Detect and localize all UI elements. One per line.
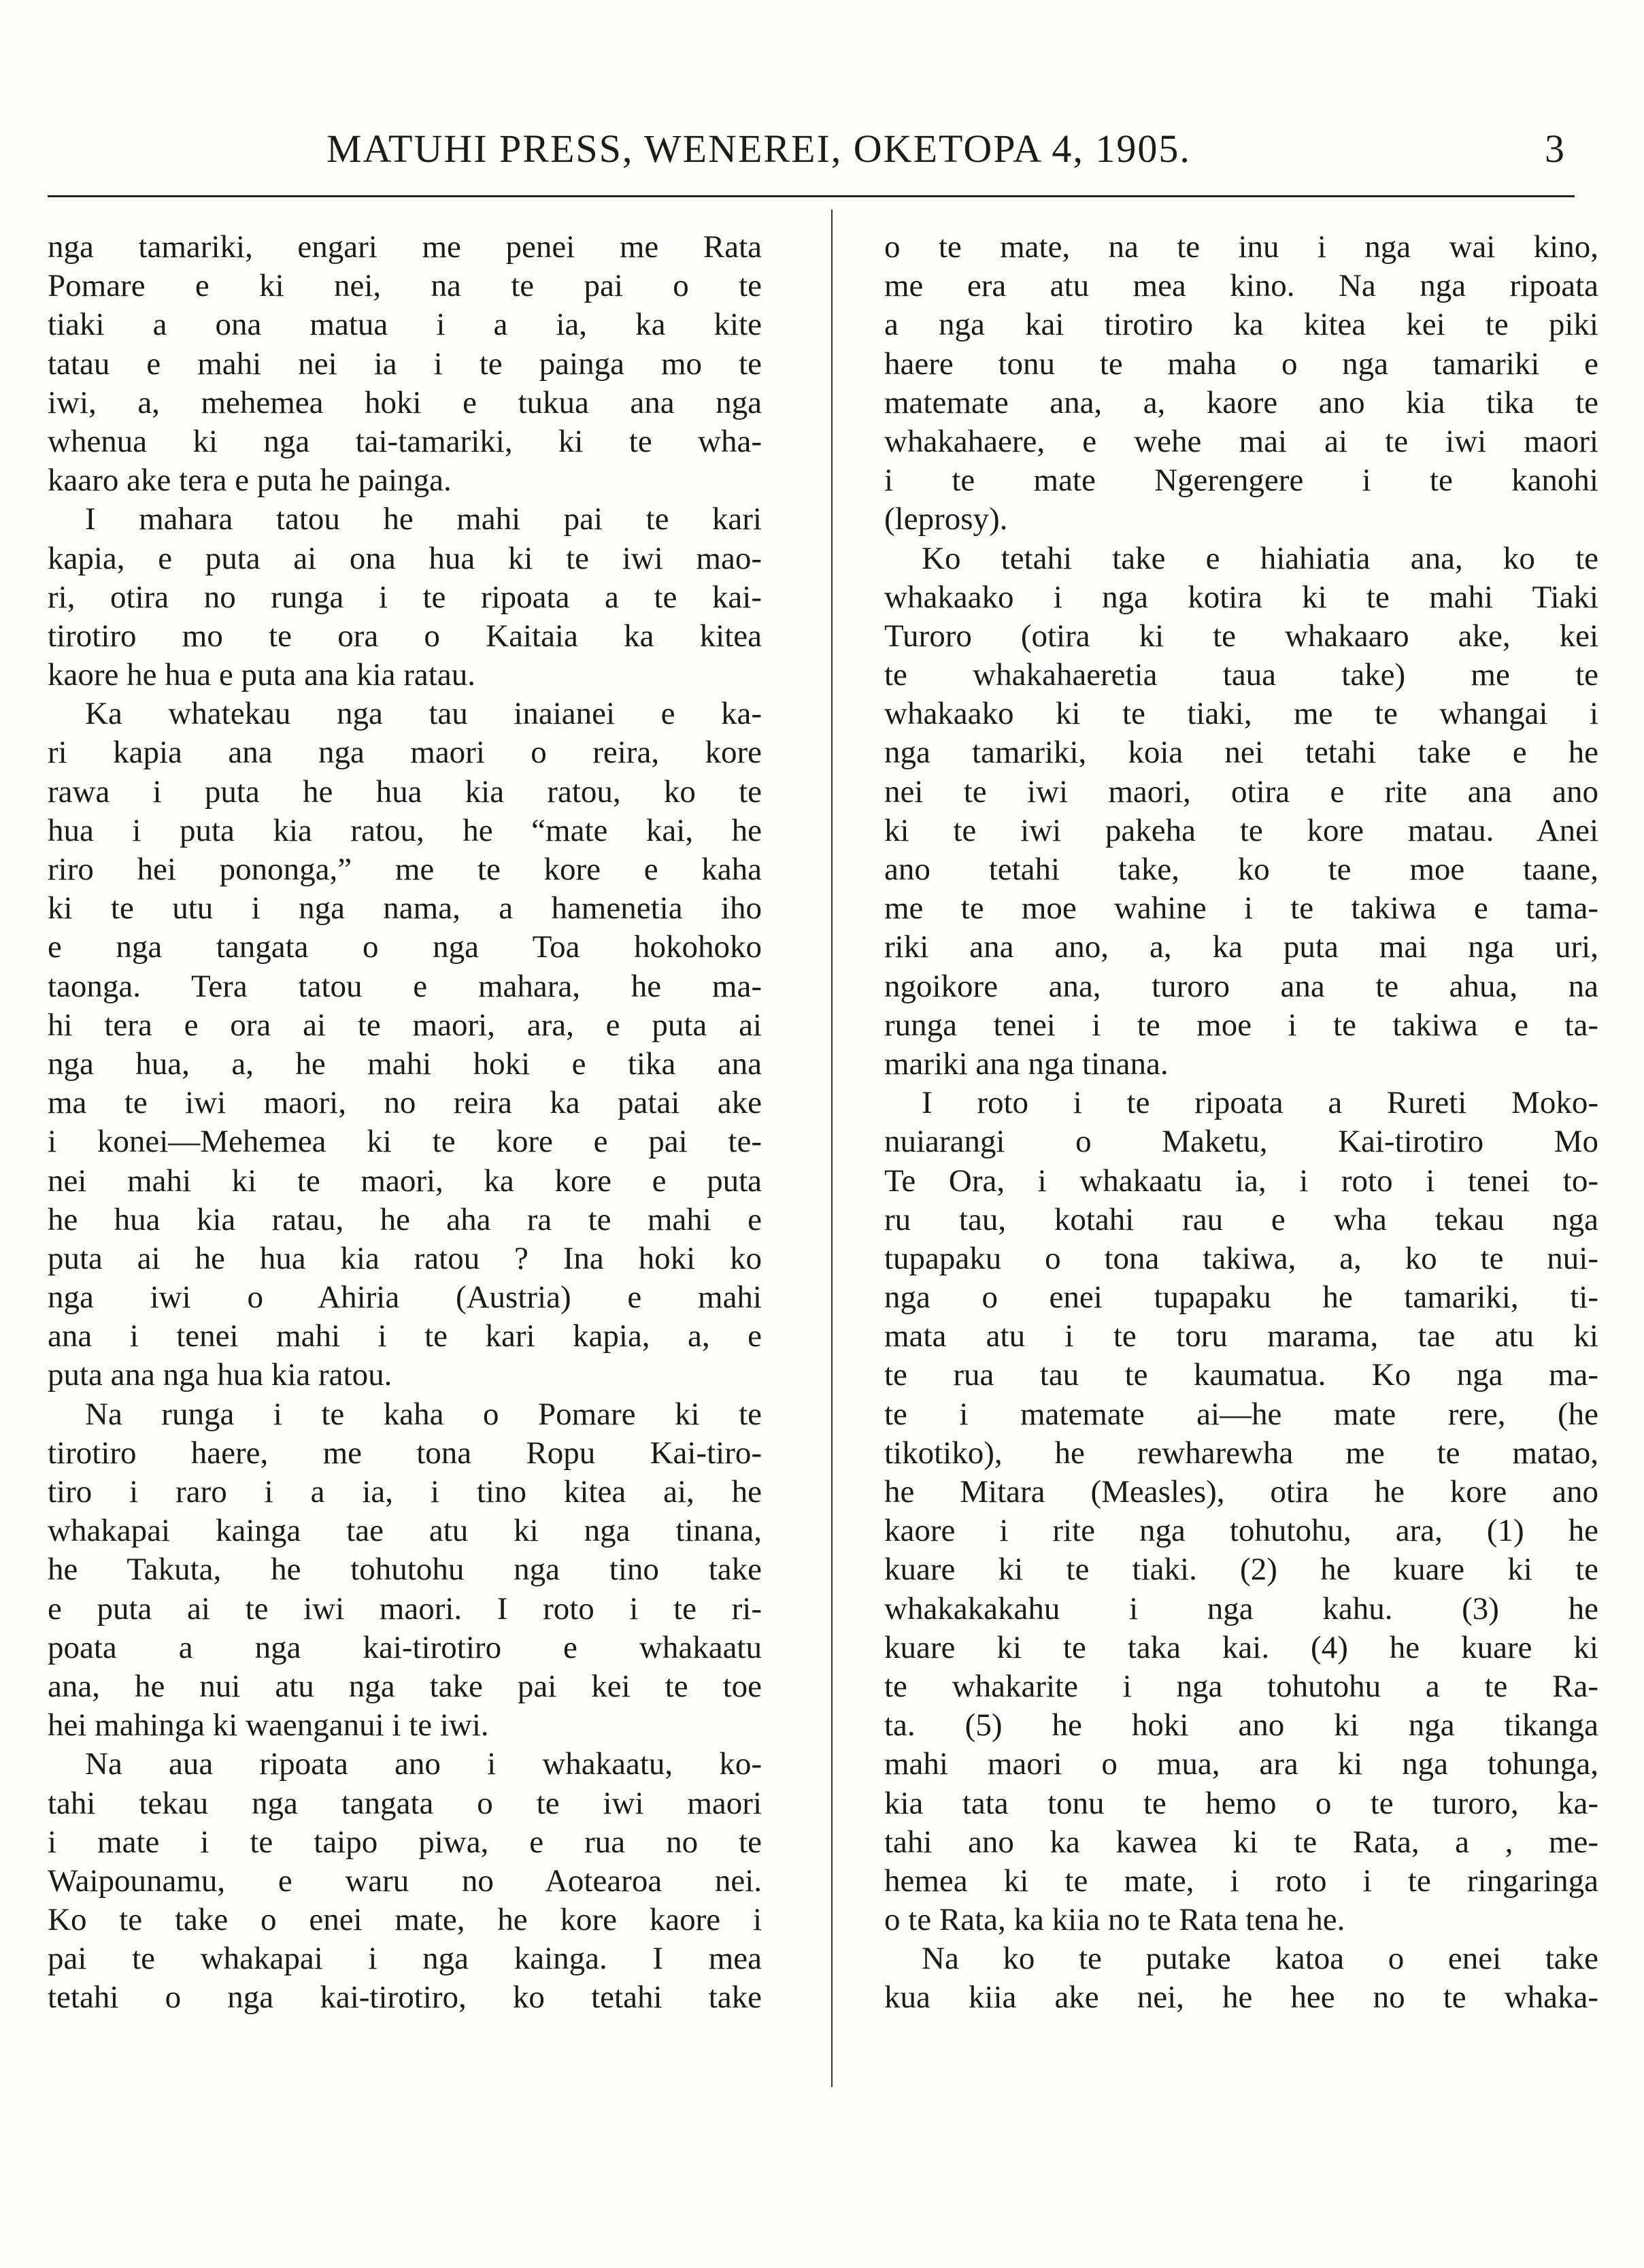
right-column-line: nga tamariki, koia nei tetahi take e he (884, 735, 1598, 771)
right-column-line: whakaako i nga kotira ki te mahi Tiaki (884, 579, 1598, 615)
left-column-line: hei mahinga ki waenganui i te iwi. (48, 1707, 489, 1744)
left-column-line: taonga. Tera tatou e mahara, he ma- (48, 968, 762, 1004)
left-column-line: Na aua ripoata ano i whakaatu, ko- (85, 1746, 762, 1782)
right-column-line: haere tonu te maha o nga tamariki e (884, 346, 1598, 382)
left-column-line: i mate i te taipo piwa, e rua no te (48, 1824, 762, 1860)
left-column-line: ri, otira no runga i te ripoata a te kai- (48, 579, 762, 615)
right-column-line: mahi maori o mua, ara ki nga tohunga, (884, 1746, 1598, 1782)
left-column-line: nga tamariki, engari me penei me Rata (48, 229, 762, 265)
left-column-line: puta ana nga hua kia ratou. (48, 1357, 392, 1393)
right-column-line: (leprosy). (884, 501, 1008, 537)
right-column-line: he Mitara (Measles), otira he kore ano (884, 1474, 1598, 1510)
right-column-line: te rua tau te kaumatua. Ko nga ma- (884, 1357, 1598, 1393)
left-column-line: puta ai he hua kia ratou ? Ina hoki ko (48, 1240, 762, 1276)
left-column-line: kaore he hua e puta ana kia ratau. (48, 657, 475, 693)
right-column-line: tupapaku o tona takiwa, a, ko te nui- (884, 1240, 1598, 1276)
page-header (48, 126, 1564, 187)
left-column-line: riro hei pononga,” me te kore e kaha (48, 852, 762, 887)
left-column (48, 228, 762, 2018)
left-column-line: he Takuta, he tohutohu nga tino take (48, 1552, 762, 1588)
right-column-line: nuiarangi o Maketu, Kai-tirotiro Mo (884, 1124, 1598, 1160)
right-column-line: me era atu mea kino. Na nga ripoata (884, 268, 1598, 304)
right-column (884, 228, 1598, 2018)
running-title: MATUHI PRESS, WENEREI, OKETOPA 4, 1905. (326, 127, 1191, 171)
right-column-line: ano tetahi take, ko te moe taane, (884, 852, 1598, 887)
right-column-line: ki te iwi pakeha te kore matau. Anei (884, 812, 1598, 848)
right-column-line: tikotiko), he rewharewha me te matao, (884, 1435, 1598, 1471)
column-divider (831, 210, 833, 2087)
right-column-line: whakakakahu i nga kahu. (3) he (884, 1590, 1598, 1627)
right-column-line: ngoikore ana, turoro ana te ahua, na (884, 968, 1598, 1004)
right-column-line: nga o enei tupapaku he tamariki, ti- (884, 1280, 1598, 1316)
header-rule (48, 195, 1575, 197)
right-column-line: a nga kai tirotiro ka kitea kei te piki (884, 307, 1598, 343)
right-column-line: whakahaere, e wehe mai ai te iwi maori (884, 423, 1598, 459)
left-column-line: ana, he nui atu nga take pai kei te toe (48, 1668, 762, 1704)
left-column-line: kaaro ake tera e puta he painga. (48, 463, 452, 499)
left-column-line: Pomare e ki nei, na te pai o te (48, 268, 762, 304)
left-column-line: he hua kia ratau, he aha ra te mahi e (48, 1201, 762, 1237)
left-column-line: rawa i puta he hua kia ratou, ko te (48, 773, 762, 810)
right-column-line: Te Ora, i whakaatu ia, i roto i tenei to- (884, 1163, 1598, 1199)
left-column-line: tirotiro haere, me tona Ropu Kai-tiro- (48, 1435, 762, 1471)
left-column-line: Ko te take o enei mate, he kore kaore i (48, 1902, 762, 1938)
left-column-line: hua i puta kia ratou, he “mate kai, he (48, 812, 762, 848)
right-column-line: nei te iwi maori, otira e rite ana ano (884, 773, 1598, 810)
right-column-line: runga tenei i te moe i te takiwa e ta- (884, 1007, 1598, 1043)
left-column-line: nga hua, a, he mahi hoki e tika ana (48, 1046, 762, 1082)
left-column-line: hi tera e ora ai te maori, ara, e puta ai (48, 1007, 762, 1043)
right-column-line: mariki ana nga tinana. (884, 1046, 1169, 1082)
right-column-line: o te mate, na te inu i nga wai kino, (884, 229, 1598, 265)
right-column-line: ru tau, kotahi rau e wha tekau nga (884, 1201, 1598, 1237)
left-column-line: tetahi o nga kai-tirotiro, ko tetahi take (48, 1980, 762, 2016)
right-column-line: riki ana ano, a, ka puta mai nga uri, (884, 929, 1598, 965)
left-column-line: kapia, e puta ai ona hua ki te iwi mao- (48, 540, 762, 576)
right-column-line: i te mate Ngerengere i te kanohi (884, 463, 1598, 499)
right-column-line: te whakarite i nga tohutohu a te Ra- (884, 1668, 1598, 1704)
page-number: 3 (1545, 127, 1564, 171)
left-column-line: Ka whatekau nga tau inaianei e ka- (85, 696, 762, 732)
left-column-line: whakapai kainga tae atu ki nga tinana, (48, 1513, 762, 1549)
left-column-line: ri kapia ana nga maori o reira, kore (48, 735, 762, 771)
right-column-line: Ko tetahi take e hiahiatia ana, ko te (922, 540, 1598, 576)
right-column-line: te i matemate ai—he mate rere, (he (884, 1396, 1598, 1432)
left-column-line: poata a nga kai-tirotiro e whakaatu (48, 1629, 762, 1665)
left-column-line: Na runga i te kaha o Pomare ki te (85, 1396, 762, 1432)
left-column-line: iwi, a, mehemea hoki e tukua ana nga (48, 384, 762, 420)
right-column-line: o te Rata, ka kiia no te Rata tena he. (884, 1902, 1345, 1938)
right-column-line: Na ko te putake katoa o enei take (922, 1941, 1598, 1977)
right-column-line: Turoro (otira ki te whakaaro ake, kei (884, 618, 1598, 654)
right-column-line: kia tata tonu te hemo o te turoro, ka- (884, 1785, 1598, 1821)
left-column-line: e nga tangata o nga Toa hokohoko (48, 929, 762, 965)
right-column-line: whakaako ki te tiaki, me te whangai i (884, 696, 1598, 732)
left-column-line: I mahara tatou he mahi pai te kari (85, 501, 762, 537)
right-column-line: kuare ki te taka kai. (4) he kuare ki (884, 1629, 1598, 1665)
left-column-line: nei mahi ki te maori, ka kore e puta (48, 1163, 762, 1199)
left-column-line: ki te utu i nga nama, a hamenetia iho (48, 890, 762, 927)
right-column-line: hemea ki te mate, i roto i te ringaringa (884, 1863, 1598, 1899)
left-column-line: Waipounamu, e waru no Aotearoa nei. (48, 1863, 762, 1899)
right-column-line: ta. (5) he hoki ano ki nga tikanga (884, 1707, 1598, 1744)
left-column-line: ma te iwi maori, no reira ka patai ake (48, 1085, 762, 1121)
right-column-line: I roto i te ripoata a Rureti Moko- (922, 1085, 1598, 1121)
right-column-line: kuare ki te tiaki. (2) he kuare ki te (884, 1552, 1598, 1588)
right-column-line: me te moe wahine i te takiwa e tama- (884, 890, 1598, 927)
left-column-line: tatau e mahi nei ia i te painga mo te (48, 346, 762, 382)
right-column-line: matemate ana, a, kaore ano kia tika te (884, 384, 1598, 420)
right-column-line: mata atu i te toru marama, tae atu ki (884, 1318, 1598, 1354)
left-column-line: pai te whakapai i nga kainga. I mea (48, 1941, 762, 1977)
left-column-line: tiro i raro i a ia, i tino kitea ai, he (48, 1474, 762, 1510)
left-column-line: e puta ai te iwi maori. I roto i te ri- (48, 1590, 762, 1627)
left-column-line: nga iwi o Ahiria (Austria) e mahi (48, 1280, 762, 1316)
left-column-line: whenua ki nga tai-tamariki, ki te wha- (48, 423, 762, 459)
left-column-line: tahi tekau nga tangata o te iwi maori (48, 1785, 762, 1821)
right-column-line: kaore i rite nga tohutohu, ara, (1) he (884, 1513, 1598, 1549)
right-column-line: tahi ano ka kawea ki te Rata, a , me- (884, 1824, 1598, 1860)
right-column-line: te whakahaeretia taua take) me te (884, 657, 1598, 693)
left-column-line: tirotiro mo te ora o Kaitaia ka kitea (48, 618, 762, 654)
right-column-line: kua kiia ake nei, he hee no te whaka- (884, 1980, 1598, 2016)
left-column-line: ana i tenei mahi i te kari kapia, a, e (48, 1318, 762, 1354)
left-column-line: tiaki a ona matua i a ia, ka kite (48, 307, 762, 343)
left-column-line: i konei—Mehemea ki te kore e pai te- (48, 1124, 762, 1160)
